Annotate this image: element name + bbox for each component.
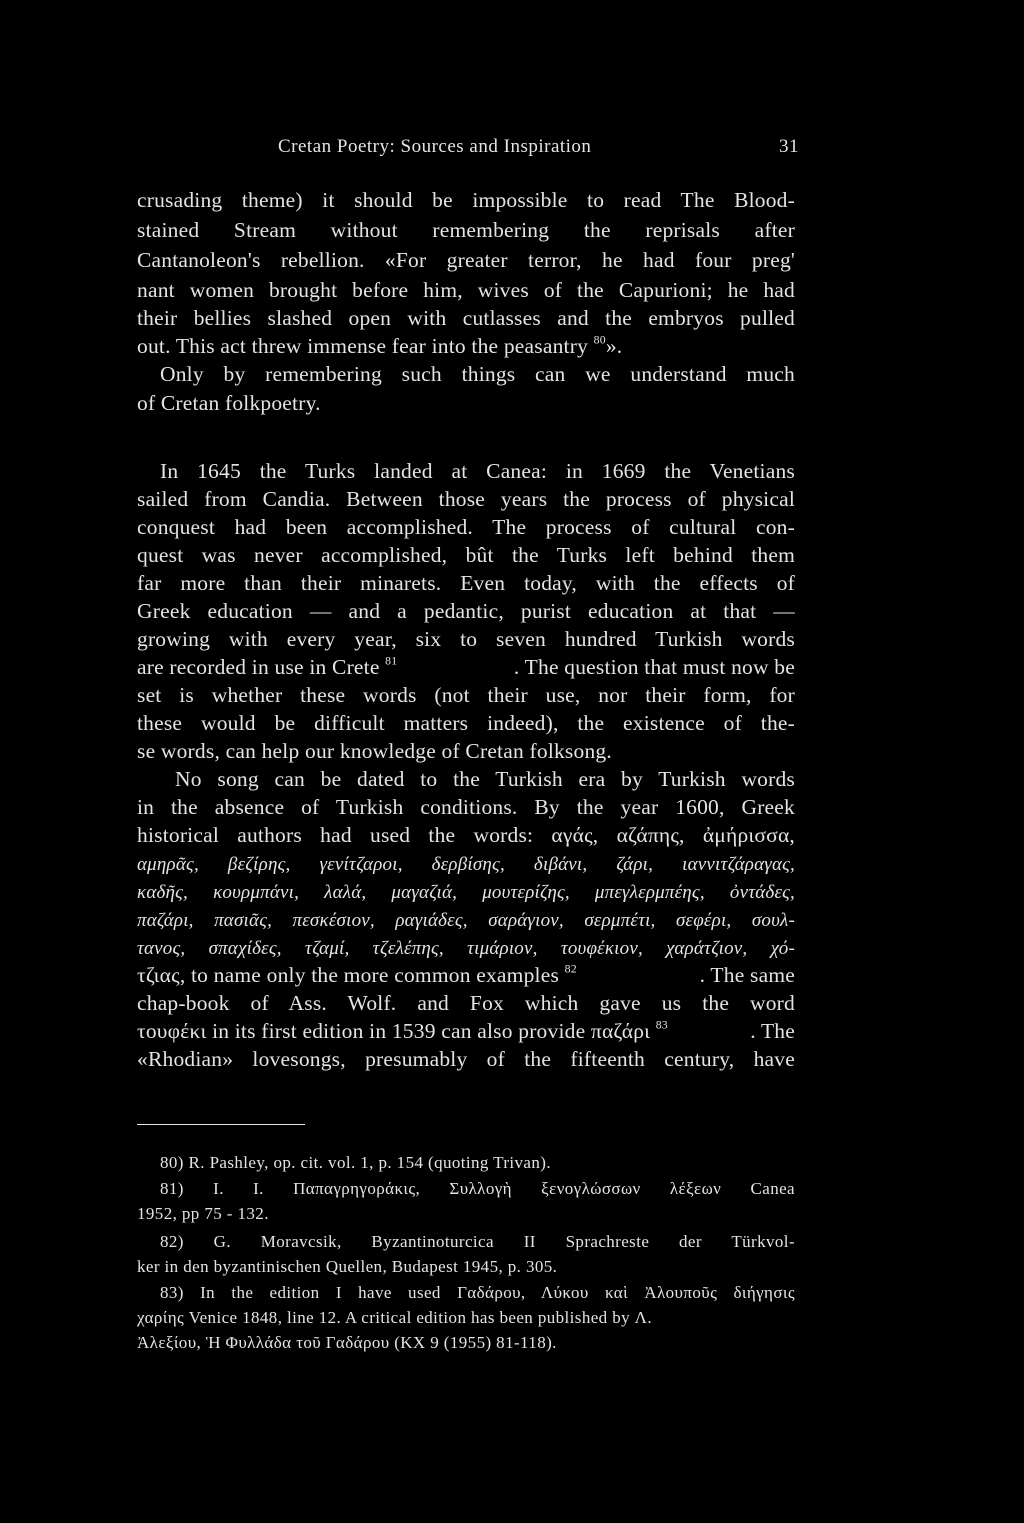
footnote-marker: 81) [160, 1179, 184, 1198]
footnote-text: In the edition I have used Γαδάρου, Λύκου καὶ Ἀλουποῦς διήγησις [200, 1283, 795, 1302]
footnote-81 [160, 1178, 795, 1200]
body-text: out. This act threw immense fear into the peasantry [137, 334, 589, 358]
body-line: Only by remembering such things can we understand much [160, 362, 795, 386]
footnote-text: R. Pashley, op. cit. vol. 1, p. 154 (quoting Trivan). [188, 1153, 551, 1172]
body-line: set is whether these words (not their use, nor their form, for [137, 683, 795, 707]
body-line [137, 961, 795, 989]
quote-close: ». [605, 334, 623, 358]
footnote-ref-82: 82 [564, 961, 577, 976]
footnote-83 [160, 1282, 795, 1304]
body-line [137, 653, 795, 681]
body-line: In 1645 the Turks landed at Canea: in 1669 the Venetians [160, 459, 795, 483]
footnote-marker: 83) [160, 1283, 184, 1302]
body-line [137, 1017, 795, 1045]
body-text: are recorded in use in Crete [137, 655, 380, 679]
body-line: stained Stream without remembering the reprisals after [137, 218, 795, 242]
body-text: . The question that must now be [513, 655, 795, 679]
body-line: παζάρι, πασιᾶς, πεσκέσιον, ραγιάδες, σαράγιον, σερμπέτι, σεφέρι, σουλ- [137, 910, 795, 931]
body-line: Cantanoleon's rebellion. «For greater terror, he had four preg' [137, 248, 795, 272]
body-line: quest was never accomplished, bût the Turks left behind them [137, 543, 795, 567]
page-number: 31 [779, 136, 799, 157]
footnote-80 [160, 1152, 551, 1174]
footnote-81-cont: 1952, pp 75 - 132. [137, 1204, 269, 1223]
body-line: nant women brought before him, wives of the Capurioni; he had [137, 278, 795, 302]
body-line: these would be difficult matters indeed), the existence of the- [137, 711, 795, 735]
body-line: Greek education — and a pedantic, purist education at that — [137, 599, 795, 623]
body-line: No song can be dated to the Turkish era by Turkish words [175, 767, 795, 791]
body-text-wrap [137, 653, 397, 681]
body-text-wrap [137, 1017, 668, 1045]
body-text: τουφέκι in its first edition in 1539 can also provide παζάρι [137, 1019, 651, 1043]
footnote-text: G. Moravcsik, Byzantinoturcica II Sprachreste der Türkvol- [213, 1232, 795, 1251]
footnote-text: I. I. Παπαγρηγοράκις, Συλλογὴ ξενογλώσσων λέξεων Canea [213, 1179, 795, 1198]
body-line: their bellies slashed open with cutlasses and the embryos pulled [137, 306, 795, 330]
body-line: «Rhodian» lovesongs, presumably of the fifteenth century, have [137, 1047, 795, 1071]
body-line: crusading theme) it should be impossible to read The Blood- [137, 188, 795, 212]
footnote-82-cont: ker in den byzantinischen Quellen, Budapest 1945, p. 305. [137, 1257, 558, 1276]
footnote-83-cont: χαρίης Venice 1848, line 12. A critical edition has been published by Λ. [137, 1308, 653, 1327]
body-line: far more than their minarets. Even today, with the effects of [137, 571, 795, 595]
body-text: τζιας, to name only the more common examples [137, 963, 560, 987]
body-line: of Cretan folkpoetry. [137, 391, 321, 415]
body-text: . The same [699, 963, 795, 987]
body-text-wrap [137, 961, 577, 989]
footnote-marker: 82) [160, 1232, 184, 1251]
footnote-marker: 80) [160, 1153, 184, 1172]
footnote-rule [137, 1124, 305, 1125]
body-line: se words, can help our knowledge of Cretan folksong. [137, 739, 612, 763]
body-line: chap-book of Ass. Wolf. and Fox which gave us the word [137, 991, 795, 1015]
body-line: sailed from Candia. Between those years the process of physical [137, 487, 795, 511]
footnote-83-cont2: Ἀλεξίου, Ἡ Φυλλάδα τοῦ Γαδάρου (ΚΧ 9 (1955) 81-118). [137, 1333, 557, 1352]
running-title: Cretan Poetry: Sources and Inspiration [278, 136, 592, 157]
footnote-82 [160, 1231, 795, 1253]
body-line: in the absence of Turkish conditions. By the year 1600, Greek [137, 795, 795, 819]
body-line: growing with every year, six to seven hundred Turkish words [137, 627, 795, 651]
body-line [137, 332, 622, 360]
footnote-ref-80: 80 [593, 332, 606, 347]
body-line: conquest had been accomplished. The process of cultural con- [137, 515, 795, 539]
body-line: historical authors had used the words: αγάς, αζάπης, ἀμήρισσα, [137, 823, 795, 847]
footnote-ref-83: 83 [655, 1017, 668, 1032]
body-line: αμηρᾶς, βεζίρης, γενίτζαροι, δερβίσης, διβάνι, ζάρι, ιαννιτζάραγας, [137, 854, 795, 875]
body-text: . The [750, 1019, 795, 1043]
footnote-ref-81: 81 [385, 653, 398, 668]
body-line: καδῆς, κουρμπάνι, λαλά, μαγαζιά, μουτερίζης, μπεγλερμπέης, ὀντάδες, [137, 882, 795, 903]
body-line: τανος, σπαχίδες, τζαμί, τζελέπης, τιμάριον, τουφέκιον, χαράτζιον, χό- [137, 938, 795, 959]
